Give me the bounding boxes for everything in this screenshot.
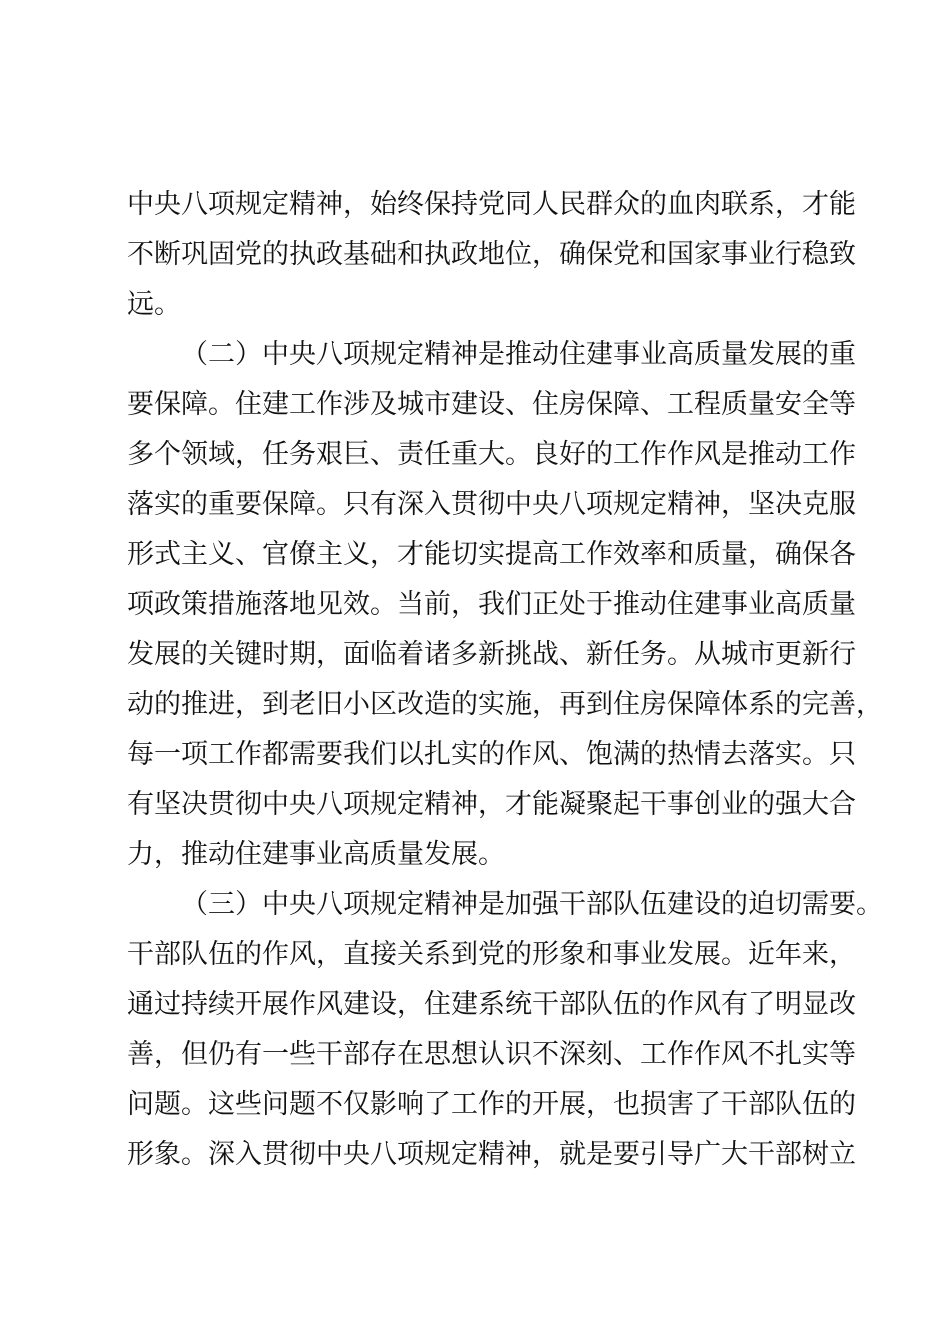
paragraph-2 bbox=[127, 330, 883, 880]
text-line: 问题。这些问题不仅影响了工作的开展，也损害了干部队伍的 bbox=[127, 1089, 856, 1120]
paragraph-3 bbox=[127, 880, 883, 1180]
text-line: 项政策措施落地见效。当前，我们正处于推动住建事业高质量 bbox=[127, 589, 856, 620]
text-line: 不断巩固党的执政基础和执政地位，确保党和国家事业行稳致 bbox=[127, 239, 856, 270]
paragraph-heading-line: （三）中央八项规定精神是加强干部队伍建设的迫切需要。 bbox=[181, 889, 883, 920]
text-line: 善，但仍有一些干部存在思想认识不深刻、工作作风不扎实等 bbox=[127, 1039, 856, 1070]
paragraph-heading-line: （二）中央八项规定精神是推动住建事业高质量发展的重 bbox=[181, 339, 856, 370]
text-line: 要保障。住建工作涉及城市建设、住房保障、工程质量安全等 bbox=[127, 389, 856, 420]
document-body bbox=[127, 180, 883, 1180]
text-line: 力，推动住建事业高质量发展。 bbox=[127, 839, 505, 870]
text-line: 通过持续开展作风建设，住建系统干部队伍的作风有了明显改 bbox=[127, 989, 856, 1020]
text-line: 形象。深入贯彻中央八项规定精神，就是要引导广大干部树立 bbox=[127, 1139, 856, 1170]
text-line: 有坚决贯彻中央八项规定精神，才能凝聚起干事创业的强大合 bbox=[127, 789, 856, 820]
text-line: 中央八项规定精神，始终保持党同人民群众的血肉联系，才能 bbox=[127, 189, 856, 220]
text-line: 发展的关键时期，面临着诸多新挑战、新任务。从城市更新行 bbox=[127, 639, 856, 670]
text-line: 远。 bbox=[127, 289, 181, 320]
text-line: 多个领域，任务艰巨、责任重大。良好的工作作风是推动工作 bbox=[127, 439, 856, 470]
text-line: 形式主义、官僚主义，才能切实提高工作效率和质量，确保各 bbox=[127, 539, 856, 570]
text-line: 动的推进，到老旧小区改造的实施，再到住房保障体系的完善， bbox=[127, 689, 883, 720]
text-line: 每一项工作都需要我们以扎实的作风、饱满的热情去落实。只 bbox=[127, 739, 856, 770]
text-line: 干部队伍的作风，直接关系到党的形象和事业发展。近年来， bbox=[127, 939, 856, 970]
text-line: 落实的重要保障。只有深入贯彻中央八项规定精神，坚决克服 bbox=[127, 489, 856, 520]
paragraph-1 bbox=[127, 180, 855, 330]
